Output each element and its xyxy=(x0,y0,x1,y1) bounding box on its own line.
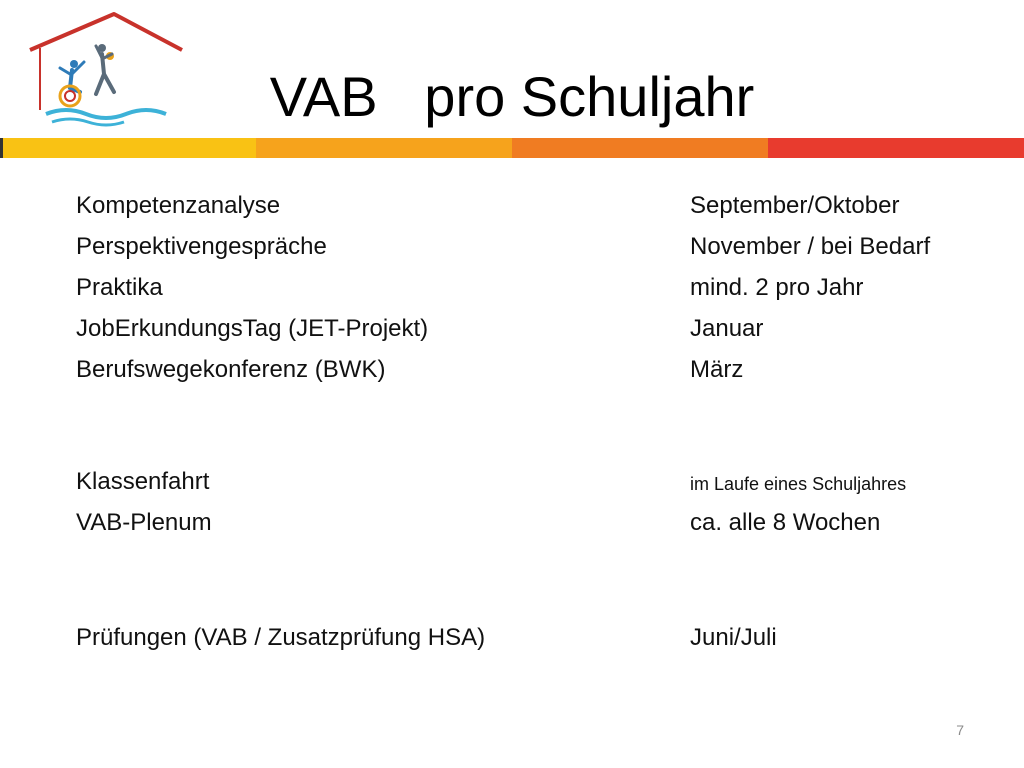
row-value: ca. alle 8 Wochen xyxy=(690,509,881,536)
row-value: September/Oktober xyxy=(690,192,900,219)
schedule-row-kompetenzanalyse xyxy=(0,186,1024,226)
schedule-row-jet xyxy=(0,309,1024,349)
row-label: VAB-Plenum xyxy=(76,509,212,536)
schedule-row-bwk xyxy=(0,350,1024,390)
color-stripe-orange xyxy=(512,138,768,158)
row-label: Prüfungen (VAB / Zusatzprüfung HSA) xyxy=(76,624,486,651)
schedule-row-praktika xyxy=(0,268,1024,308)
page-number: 7 xyxy=(956,722,964,738)
row-label: Berufswegekonferenz (BWK) xyxy=(76,356,386,383)
row-label: JobErkundungsTag (JET-Projekt) xyxy=(76,315,429,342)
row-value: März xyxy=(690,356,744,383)
row-label: Praktika xyxy=(76,274,163,301)
row-value: November / bei Bedarf xyxy=(690,233,931,260)
row-label: Perspektivengespräche xyxy=(76,233,327,260)
schedule-row-pruefungen xyxy=(0,618,1024,658)
schedule-row-vab-plenum xyxy=(0,503,1024,543)
color-stripe-yellow xyxy=(3,138,256,158)
row-value: mind. 2 pro Jahr xyxy=(690,274,864,301)
row-value: Juni/Juli xyxy=(690,624,777,651)
row-value: Januar xyxy=(690,315,764,342)
schedule-row-klassenfahrt xyxy=(0,462,1024,502)
slide-title: VAB pro Schuljahr xyxy=(269,65,755,128)
row-label: Kompetenzanalyse xyxy=(76,192,281,219)
color-stripe-red xyxy=(768,138,1024,158)
schedule-row-perspektivengespraeche xyxy=(0,227,1024,267)
row-value: im Laufe eines Schuljahres xyxy=(690,474,907,494)
color-stripe-light-orange xyxy=(256,138,512,158)
row-label: Klassenfahrt xyxy=(76,468,210,495)
